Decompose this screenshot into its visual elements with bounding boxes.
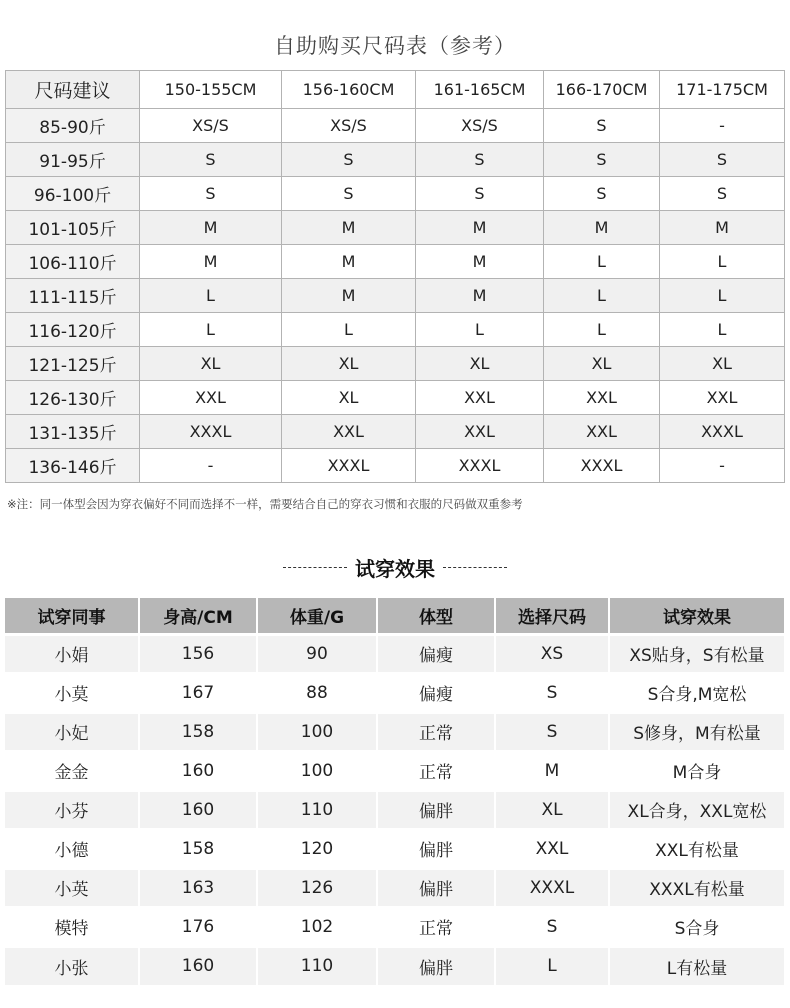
fitting-row <box>5 634 784 673</box>
fitting-cell-chosen-size: XXL <box>495 829 609 868</box>
size-row <box>6 177 785 211</box>
fitting-cell-body-type: 偏胖 <box>377 829 495 868</box>
size-cell: S <box>660 143 785 177</box>
fitting-cell-fit-result: S合身 <box>609 907 784 946</box>
size-cell: M <box>544 211 660 245</box>
size-cell: XXL <box>140 381 282 415</box>
fitting-cell-height: 158 <box>139 712 257 751</box>
size-cell: S <box>660 177 785 211</box>
size-cell: S <box>544 143 660 177</box>
fitting-cell-chosen-size: S <box>495 673 609 712</box>
fitting-cell-body-type: 偏瘦 <box>377 634 495 673</box>
fitting-cell-height: 160 <box>139 751 257 790</box>
size-cell: S <box>282 177 416 211</box>
fitting-table <box>5 598 784 985</box>
title-dash-left <box>283 567 347 568</box>
size-row <box>6 143 785 177</box>
size-row <box>6 449 785 483</box>
height-column-header: 156-160CM <box>282 71 416 109</box>
size-chart-title: 自助购买尺码表（参考） <box>274 34 516 58</box>
size-row <box>6 381 785 415</box>
weight-label: 106-110斤 <box>6 245 140 279</box>
fitting-row <box>5 907 784 946</box>
fitting-cell-tester-name: 小莫 <box>5 673 139 712</box>
fitting-cell-fit-result: XS贴身，S有松量 <box>609 634 784 673</box>
title-dash-right <box>443 567 507 568</box>
size-cell: XS/S <box>140 109 282 143</box>
fitting-cell-tester-name: 小芬 <box>5 790 139 829</box>
fitting-cell-fit-result: L有松量 <box>609 946 784 985</box>
fitting-cell-tester-name: 小德 <box>5 829 139 868</box>
size-cell: M <box>140 245 282 279</box>
fitting-cell-height: 160 <box>139 946 257 985</box>
fitting-cell-chosen-size: M <box>495 751 609 790</box>
fitting-row <box>5 751 784 790</box>
size-row <box>6 415 785 449</box>
size-cell: XXL <box>660 381 785 415</box>
size-cell: M <box>282 245 416 279</box>
fitting-cell-tester-name: 小妃 <box>5 712 139 751</box>
size-cell: M <box>282 211 416 245</box>
fitting-header-row <box>5 598 784 634</box>
fitting-cell-tester-name: 小英 <box>5 868 139 907</box>
size-cell: XXL <box>544 415 660 449</box>
fitting-cell-weight: 102 <box>257 907 377 946</box>
size-cell: - <box>660 109 785 143</box>
fitting-cell-chosen-size: XS <box>495 634 609 673</box>
size-cell: L <box>140 279 282 313</box>
fitting-cell-weight: 126 <box>257 868 377 907</box>
size-cell: L <box>660 313 785 347</box>
fitting-cell-body-type: 偏胖 <box>377 790 495 829</box>
size-cell: XL <box>282 381 416 415</box>
fitting-cell-fit-result: S合身,M宽松 <box>609 673 784 712</box>
fitting-cell-body-type: 偏瘦 <box>377 673 495 712</box>
fitting-cell-weight: 110 <box>257 946 377 985</box>
fitting-cell-tester-name: 小张 <box>5 946 139 985</box>
fitting-cell-weight: 120 <box>257 829 377 868</box>
fitting-cell-height: 156 <box>139 634 257 673</box>
weight-label: 116-120斤 <box>6 313 140 347</box>
size-header-row <box>6 71 785 109</box>
size-note: ※注：同一体型会因为穿衣偏好不同而选择不一样，需要结合自己的穿衣习惯和衣服的尺码做双重参考 <box>7 497 523 511</box>
weight-label: 96-100斤 <box>6 177 140 211</box>
fitting-row <box>5 673 784 712</box>
size-row <box>6 245 785 279</box>
size-cell: M <box>282 279 416 313</box>
size-cell: M <box>416 245 544 279</box>
fitting-cell-chosen-size: XL <box>495 790 609 829</box>
fitting-cell-chosen-size: S <box>495 907 609 946</box>
size-cell: XL <box>416 347 544 381</box>
size-cell: S <box>416 177 544 211</box>
size-row <box>6 313 785 347</box>
size-cell: XXXL <box>660 415 785 449</box>
weight-label: 91-95斤 <box>6 143 140 177</box>
fitting-cell-fit-result: M合身 <box>609 751 784 790</box>
size-cell: S <box>140 177 282 211</box>
fitting-row <box>5 712 784 751</box>
size-cell: - <box>140 449 282 483</box>
size-cell: XXXL <box>544 449 660 483</box>
size-cell: M <box>660 211 785 245</box>
size-row <box>6 347 785 381</box>
size-cell: XS/S <box>416 109 544 143</box>
size-cell: L <box>660 245 785 279</box>
size-cell: XXL <box>282 415 416 449</box>
fitting-cell-weight: 110 <box>257 790 377 829</box>
fitting-cell-height: 158 <box>139 829 257 868</box>
weight-label: 85-90斤 <box>6 109 140 143</box>
size-row <box>6 109 785 143</box>
fitting-cell-chosen-size: XXXL <box>495 868 609 907</box>
fitting-cell-height: 167 <box>139 673 257 712</box>
fitting-cell-weight: 88 <box>257 673 377 712</box>
size-cell: XXXL <box>282 449 416 483</box>
size-cell: L <box>282 313 416 347</box>
fitting-cell-body-type: 正常 <box>377 712 495 751</box>
fitting-cell-height: 176 <box>139 907 257 946</box>
size-cell: M <box>140 211 282 245</box>
size-cell: S <box>282 143 416 177</box>
fitting-cell-weight: 100 <box>257 712 377 751</box>
fitting-header-fit-result: 试穿效果 <box>609 598 784 634</box>
size-cell: S <box>416 143 544 177</box>
fitting-title: 试穿效果 <box>355 556 435 581</box>
weight-label: 131-135斤 <box>6 415 140 449</box>
fitting-cell-fit-result: S修身，M有松量 <box>609 712 784 751</box>
size-cell: M <box>416 279 544 313</box>
size-cell: S <box>544 109 660 143</box>
size-cell: L <box>544 279 660 313</box>
weight-label: 136-146斤 <box>6 449 140 483</box>
fitting-row <box>5 946 784 985</box>
height-column-header: 166-170CM <box>544 71 660 109</box>
fitting-cell-weight: 90 <box>257 634 377 673</box>
fitting-cell-height: 163 <box>139 868 257 907</box>
fitting-cell-body-type: 偏胖 <box>377 868 495 907</box>
size-cell: XS/S <box>282 109 416 143</box>
size-cell: M <box>416 211 544 245</box>
fitting-row <box>5 868 784 907</box>
size-cell: XL <box>660 347 785 381</box>
size-cell: L <box>544 245 660 279</box>
size-row <box>6 279 785 313</box>
fitting-cell-tester-name: 小娟 <box>5 634 139 673</box>
fitting-row <box>5 790 784 829</box>
fitting-cell-body-type: 正常 <box>377 907 495 946</box>
fitting-header-chosen-size: 选择尺码 <box>495 598 609 634</box>
size-cell: XXL <box>544 381 660 415</box>
fitting-cell-body-type: 正常 <box>377 751 495 790</box>
size-cell: L <box>660 279 785 313</box>
size-row <box>6 211 785 245</box>
fitting-header-weight: 体重/G <box>257 598 377 634</box>
fitting-cell-chosen-size: L <box>495 946 609 985</box>
fitting-cell-weight: 100 <box>257 751 377 790</box>
size-cell: L <box>416 313 544 347</box>
weight-label: 101-105斤 <box>6 211 140 245</box>
size-cell: XXXL <box>140 415 282 449</box>
fitting-cell-body-type: 偏胖 <box>377 946 495 985</box>
height-column-header: 161-165CM <box>416 71 544 109</box>
size-cell: S <box>544 177 660 211</box>
size-chart-table <box>5 70 785 483</box>
size-cell: XL <box>282 347 416 381</box>
fitting-row <box>5 829 784 868</box>
fitting-header-tester-name: 试穿同事 <box>5 598 139 634</box>
fitting-cell-fit-result: XXL有松量 <box>609 829 784 868</box>
size-cell: L <box>544 313 660 347</box>
height-column-header: 150-155CM <box>140 71 282 109</box>
size-cell: L <box>140 313 282 347</box>
height-column-header: 171-175CM <box>660 71 785 109</box>
size-cell: XXL <box>416 381 544 415</box>
weight-label: 111-115斤 <box>6 279 140 313</box>
weight-label: 121-125斤 <box>6 347 140 381</box>
weight-label: 126-130斤 <box>6 381 140 415</box>
fitting-cell-tester-name: 模特 <box>5 907 139 946</box>
size-cell: XL <box>140 347 282 381</box>
fitting-header-body-type: 体型 <box>377 598 495 634</box>
fitting-header-height: 身高/CM <box>139 598 257 634</box>
fitting-cell-height: 160 <box>139 790 257 829</box>
fitting-cell-fit-result: XL合身，XXL宽松 <box>609 790 784 829</box>
fitting-cell-fit-result: XXXL有松量 <box>609 868 784 907</box>
size-cell: S <box>140 143 282 177</box>
size-cell: XXL <box>416 415 544 449</box>
size-cell: - <box>660 449 785 483</box>
fitting-cell-chosen-size: S <box>495 712 609 751</box>
size-corner-label: 尺码建议 <box>6 71 140 109</box>
size-cell: XL <box>544 347 660 381</box>
size-cell: XXXL <box>416 449 544 483</box>
fitting-cell-tester-name: 金金 <box>5 751 139 790</box>
fitting-title-bar <box>0 552 790 582</box>
